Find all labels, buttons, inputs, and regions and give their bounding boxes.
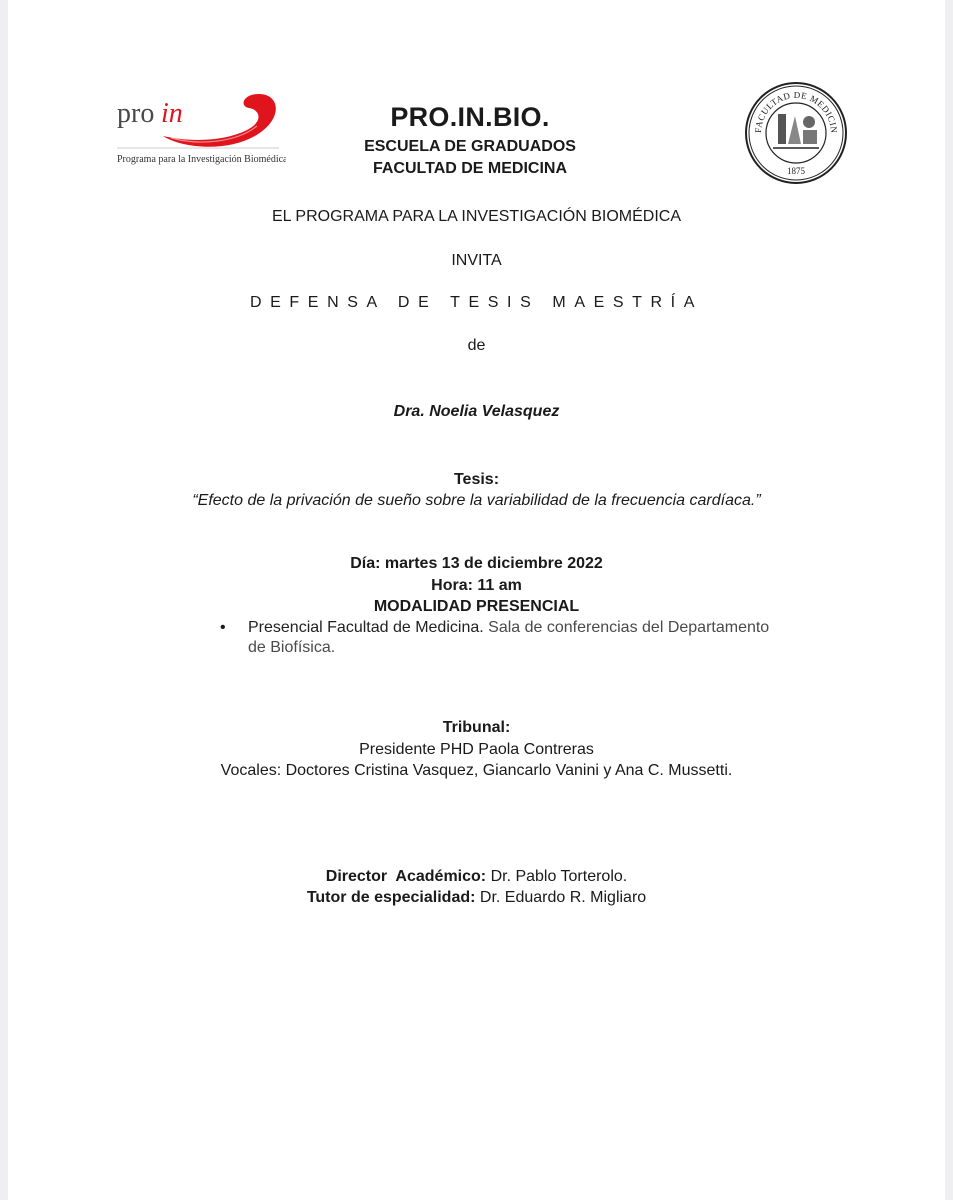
brand-in: in [161,98,183,129]
specialty-tutor-label: Tutor de especialidad: [306,889,476,906]
header-title: PRO.IN.BIO. [390,102,550,132]
tribunal-label: Tribunal: [442,719,511,736]
invitation-page [8,0,945,1200]
seal-ring-text: FACULTAD DE MEDICIN [752,89,840,134]
brand-bio: bio [183,98,219,129]
tribunal-members: Vocales: Doctores Cristina Vasquez, Giancarlo Vanini y Ana C. Mussetti. [220,762,733,779]
candidate-name: Dra. Noelia Velasquez [393,403,560,420]
schedule-mode: MODALIDAD PRESENCIAL [373,598,580,615]
header-school: ESCUELA DE GRADUADOS [364,138,576,155]
program-line: EL PROGRAMA PARA LA INVESTIGACIÓN BIOMÉDICA [272,208,681,225]
invites-line: INVITA [451,252,502,269]
location-place: Presencial Facultad de Medicina. [248,619,484,636]
schedule-hour: Hora: 11 am [431,577,522,594]
header [270,100,670,180]
proinbio-logo [111,88,286,170]
specialty-tutor-name: Dr. Eduardo R. Migliaro [479,889,647,906]
logo-tagline: Programa para la Investigación Biomédica [117,154,286,165]
tribunal-president: Presidente PHD Paola Contreras [359,741,594,758]
specialty-tutor [8,887,945,909]
of-line: de [467,337,486,354]
header-faculty: FACULTAD DE MEDICINA [372,160,568,177]
location-room-2: de Biofísica. [248,639,336,656]
schedule-day: Día: martes 13 de diciembre 2022 [350,555,603,572]
event-title: DEFENSA DE TESIS MAESTRÍA [250,294,703,311]
academic-director [8,866,945,888]
seal-year: 1875 [787,166,805,176]
academic-director-name: Dr. Pablo Torterolo. [490,868,628,885]
faculty-seal [743,80,849,186]
thesis-title: “Efecto de la privación de sueño sobre la variabilidad de la frecuencia cardíaca.” [192,492,761,509]
seal-graphic [743,80,849,186]
brand-pro: pro [117,98,155,129]
bullet-marker: • [220,619,226,636]
proinbio-swoosh-graphic [111,88,286,170]
location-room-1: Sala de conferencias del Departamento [488,619,770,636]
academic-director-label: Director Académico: [325,868,487,885]
thesis-label: Tesis: [453,471,500,488]
location-text [248,618,808,658]
location-item [220,618,820,658]
